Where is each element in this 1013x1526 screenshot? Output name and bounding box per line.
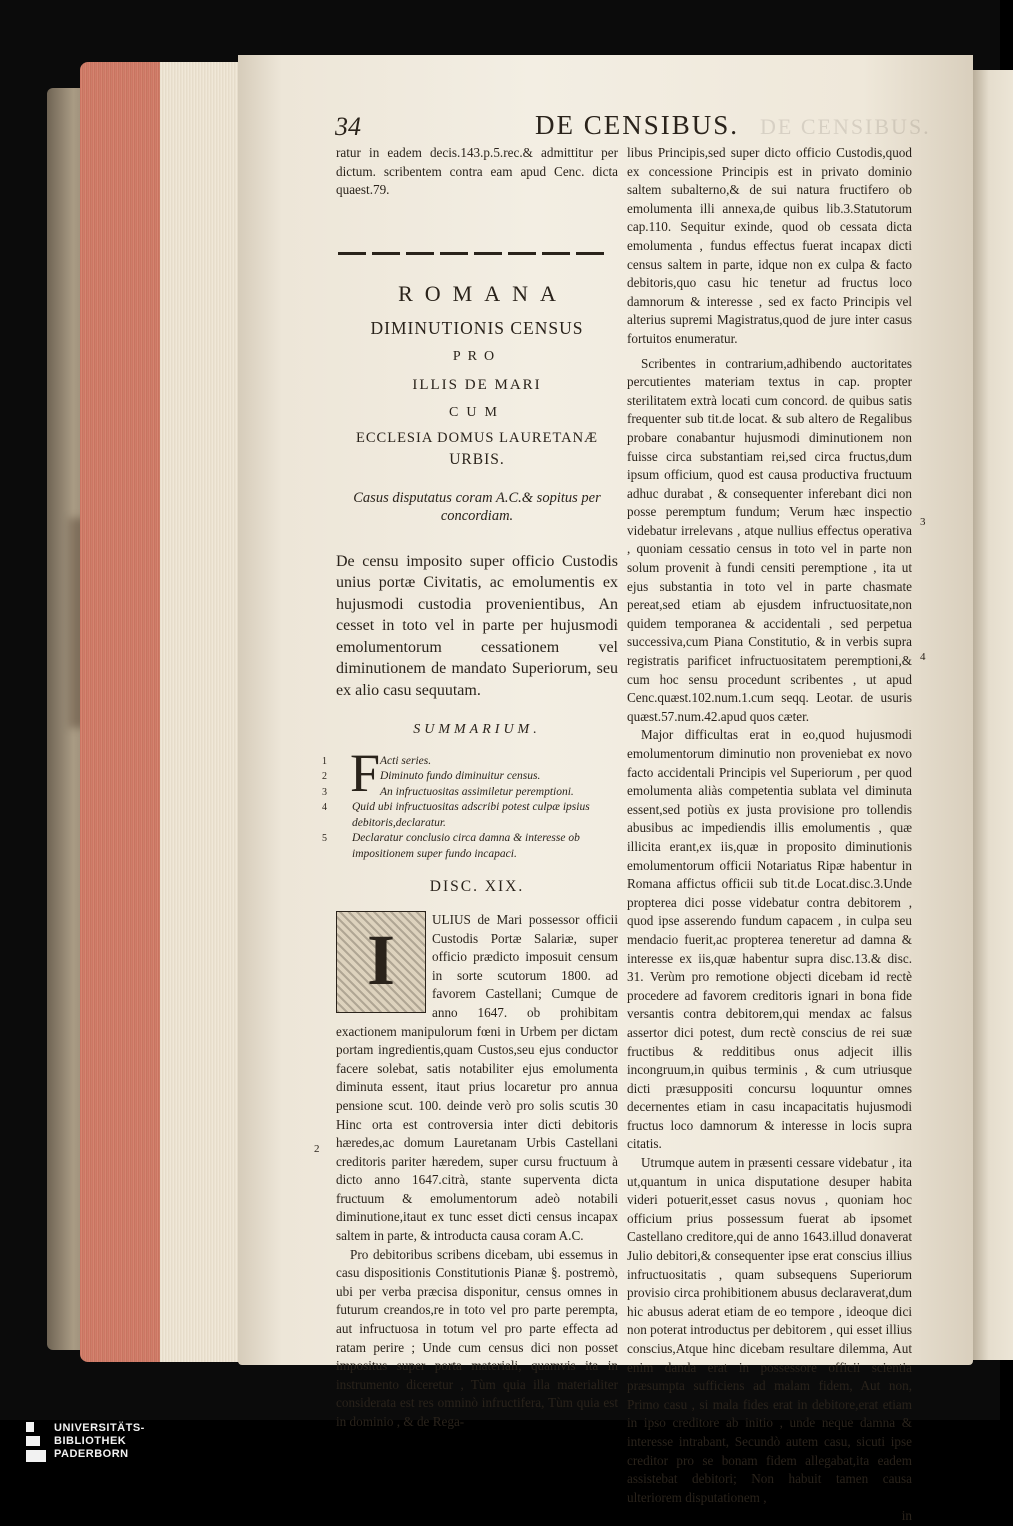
- facing-page-edge: [973, 70, 1013, 1360]
- discourse-paragraph-2: Pro debitoribus scribens dicebam, ubi essemus in casu dispositionis Constitutionis Pianæ §. postremò, ubi per verba præcisa disponitur, census omnes in futurum creandos,re in toto vel pro parte perempta, aut infructuosa in totum vel pro parte effecta ad ratam perire ; Unde cum census dici non posset impositus super porta materiali, quamvis ita in instrumento diceretur , Tùm quia illa materialiter considerata est res omninò infructifera, Tùm quia est in dominio , & de Rega-: [336, 1246, 618, 1429]
- summarium-item: 5 Declaratur conclusio circa damna & interesse ob impositionem super fundo incapaci.: [322, 832, 580, 860]
- right-paragraph-2: Scribentes in contrarium,adhibendo auctoritates percutientes materiam textus in cap. propter sterilitatem extrà locati cum concord. de quibus satis frequenter sub tit.de locat. & sub altero de Regalibus probare conabantur hujusmodi diminutionem non fuisse circa substantiam rei,sed circa fructus,dum ipsum officium, quod est causa productiva fructuum adhuc durabat , & consequenter inferebant dici non posse peremptum fundum; Verum hæc inspectio videbatur irrelevans , atque nullius effectus operativa , quoniam cessatio census in toto vel in parte non solum provenit à fundi censiti peremptione , ita ut ejus substantia in toto vel in parte chasmate pereat,sed etiam ab ejusdem infructuositate,non quidem temporanea & accidentali , sed perpetua successiva,cum Piana Constitutio, & in verbis supra registratis parificet infructuositatem peremptioni,& cum hoc sensu procedunt scribentes , ut apud Cenc.quæst.102.num.1.cum seqq. Leotar. de usuris quæst.57.num.42.apud quos cæter.: [627, 355, 912, 724]
- summarium-initial: F: [350, 742, 381, 803]
- left-column: [322, 144, 618, 1432]
- title-line-1: ROMANA: [398, 280, 568, 306]
- title-line-4: ILLIS DE MARI: [412, 376, 542, 393]
- title-line-6: ECCLESIA DOMUS LAURETANÆ: [356, 429, 598, 446]
- discourse-heading: DISC. XIX.: [429, 878, 525, 896]
- library-line-2: BIBLIOTHEK: [54, 1435, 127, 1447]
- margin-note: 4: [920, 651, 926, 663]
- casus-note: Casus disputatus coram A.C.& sopitus per concordiam.: [353, 489, 601, 524]
- margin-note: 3: [920, 516, 926, 528]
- right-column: [627, 144, 912, 1526]
- page-number: 34: [335, 112, 361, 141]
- margin-note: 2: [314, 1143, 320, 1155]
- title-line-2: DIMINUTIONIS CENSUS: [370, 317, 584, 338]
- summarium-item: 4 Quid ubi infructuositas adscribi potest culpæ ipsius debitoris,declaratur.: [322, 801, 590, 829]
- title-line-3: PRO: [452, 348, 502, 364]
- decorated-initial: I: [336, 911, 426, 1013]
- right-paragraph-3: Major difficultas erat in eo,quod hujusmodi emolumentorum diminutio non proveniebat ex novo facto accidentali Principis vel Superiorum , per quod emolumenta aliàs competentia sublata vel diminuta essent,sed potiùs ex justa provisione pro tollendis abusibus ac impediendis illis emolumentis , quæ illicita erant,ex iis,quæ in proposito diminutionis emolumentorum officii Notariatus Ripæ habentur in Romana affictus officii sub tit.de Locat.disc.3.Unde propterea dici posse videbatur contra debitorem , quod ipse asserendo fundum capacem , in culpa seu mendacio fuerit,ac propterea teneretur ad damna & interesse ex iis,quæ habentur supra disc.13.& disc. 31. Verùm pro remotione objecti dicebam id rectè procedere ad favorem creditoris ignari in bona fide versantis contra debitorem,qui mendax ac falsus assertor dici potest, dum rectè conscius de rei suæ fructibus & redditibus onus adjecit illis incongruum,in quibus terminis , & cum utriusque dicti præsuppositi concursu loquuntur omnes decernentes etiam in casu incapacitatis hujusmodi fructus loco damnorum & interesse in locis supra citatis.: [627, 727, 912, 1152]
- carryover-text: ratur in eadem decis.143.p.5.rec.& admittitur per dictum. scribentem contra eam apud Cenc. dicta quaest.79.: [336, 145, 618, 198]
- summarium-item: 1 Acti series.: [322, 754, 432, 767]
- show-through-text: DE CENSIBUS.: [760, 114, 931, 139]
- running-head: DE CENSIBUS.: [535, 110, 740, 140]
- section-rule: [338, 252, 610, 255]
- title-line-5: CUM: [449, 404, 505, 420]
- summarium-item: 2 Diminuto fundo diminuitur census.: [322, 770, 541, 783]
- discourse-paragraph-1: ULIUS de Mari possessor officii Custodis Portæ Salariæ, super officio prædicto imposuit censum in sorte scutorum 1800. ad favorem Castellani; Cumque de anno 1647. ob prohibitam exactionem manipulorum fœni in Urbem per dictam portam ingredientis,quam Custos,seu ejus conductor facere solebat, satis notabiliter ejus emolumenta diminuta essent, itaut prius locaretur pro annua pensione scut. 100. deinde verò pro solis scutis 30 Hinc orta est controversia inter dicti debitoris hæredes,ac domum Lauretanam Urbis Castellani creditoris pariter hæredem, super cursu fructuum à dicto anno 1647.citrà, stante superventa dicta fructuum & emolumentorum adeò notabili diminutione,itaut ex tunc esset dicti census incapax saltem in parte, & introducta causa coram A.C.: [336, 911, 618, 1244]
- library-line-3: PADERBORN: [54, 1448, 129, 1460]
- library-credit: [54, 1422, 145, 1461]
- right-paragraph-4: Utrumque autem in præsenti cessare videbatur , ita ut,quantum in unica disputatione desuper habita videri potuerit,esset casus novus , quoniam hoc officium prius possessum fuerat ab ipsomet Castellano creditore,qui de anno 1643.illud donaverat Julio debitori,& consequenter ipse erat conscius illius infructuositatis , quam subsequens Superiorum provisio circa prohibitionem abusus declaraverat,dum hic abusus aderat etiam de eo tempore , ideoque dici non poterat introductus per debitorem , qui esset illius conscius,Atque hinc dicebam resultare dilemma, Aut enim danda erat in possessore officii scientia præsumpta sufficiens ad malam fidem, Aut non, Primo casu , si mala fides erat in debitore,erat etiam in ipso creditore ab initio , unde neque damna & interesse intrabant, Secundò autem casu, sicuti ipse creditor pro se bonam fidem allegabat,ita eadem assistebat debitori; Non habuit tamen causa ulteriorem disputationem ,: [627, 1155, 912, 1505]
- title-line-7: URBIS.: [449, 450, 505, 468]
- case-question: De censu imposito super officio Custodis unius portæ Civitatis, ac emolumentis ex hujusmodi custodia provenientibus, An cesset in toto vel in parte per hujusmodi emolumentorum cessationem vel diminutionem de mandato Superiorum, seu ex alio casu sequutam.: [336, 552, 618, 699]
- summarium-item: 3 An infructuositas assimiletur peremptioni.: [322, 785, 574, 798]
- summarium-list: [322, 742, 618, 863]
- catchword: in: [901, 1508, 912, 1524]
- discourse-body: [336, 911, 618, 1432]
- library-logo-icon: [26, 1422, 48, 1466]
- library-line-1: UNIVERSITÄTS-: [54, 1422, 145, 1434]
- summarium-heading: SUMMARIUM.: [413, 722, 541, 738]
- page-leaves-edge: [80, 62, 245, 1362]
- right-paragraph-1: libus Principis,sed super dicto officio Custodis,quod ex concessione Principis est in privato dominio saltem subalterno,& de sui natura fructifero ob emolumenta illi annexa,de quibus lib.3.Statutorum cap.110. Sequitur exinde, quod ob cessata dicta emolumenta , fundus effectus fuerat incapax dicti census saltem in parte, idque non ex culpa & facto debitoris,quo casu hic tenetur ad fructus loco damnorum & interesse , sed ex facto Principis vel alterius supremi Magistratus,quod de jure inter casus fortuitos enumeratur.: [627, 145, 912, 346]
